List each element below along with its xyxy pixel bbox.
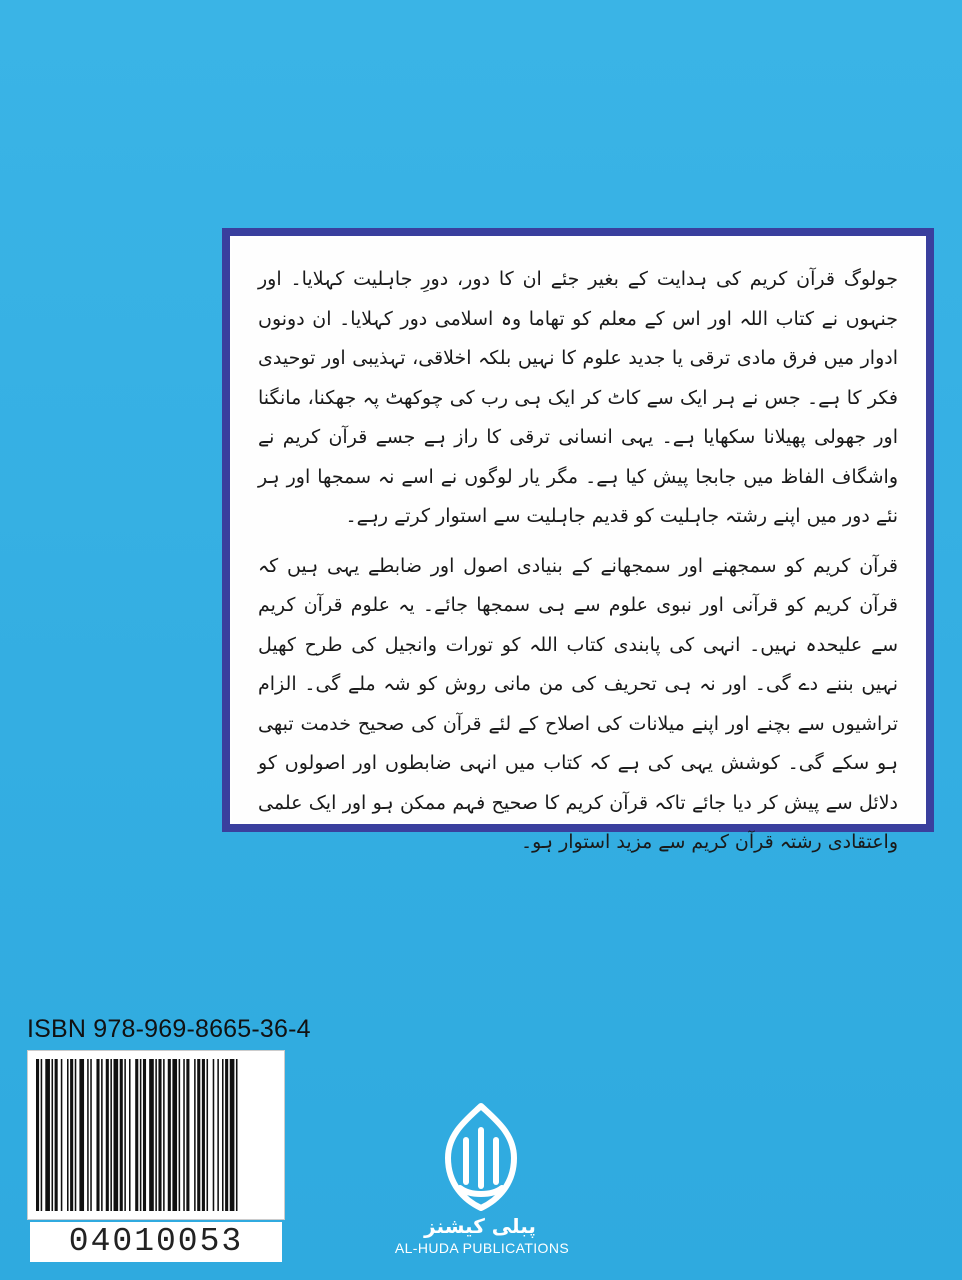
barcode-bar	[96, 1059, 99, 1211]
barcode-bar	[143, 1059, 146, 1211]
barcode-bar	[52, 1059, 54, 1211]
barcode-bar	[155, 1059, 157, 1211]
barcode-bar	[36, 1059, 39, 1211]
barcode-bar	[168, 1059, 171, 1211]
barcode-bar	[106, 1059, 109, 1211]
barcode-bar	[197, 1059, 200, 1211]
barcode-bar	[41, 1059, 43, 1211]
publisher-name-urdu: پبلی کیشنز	[424, 1214, 536, 1238]
barcode-bar	[186, 1059, 189, 1211]
blurb-frame	[222, 228, 934, 853]
blurb-paragraph-1: جولوگ قرآن کریم کی ہدایت کے بغیر جئے ان کا دور، دورِ جاہلیت کہلایا۔ اور جنہوں نے کتاب اللہ اور اس کے معلم کو تھاما وہ اسلامی دور کہلایا۔ ان دونوں ادوار میں فرق مادی ترقی یا جدید علوم کا نہیں بلکہ اخلاقی، تہذیبی اور توحیدی فکر کا ہے۔ جس نے ہر ایک سے کاٹ کر ایک ہی رب کی چوکھٹ پہ جھکنا، مانگنا اور جھولی پھیلانا سکھایا ہے۔ یہی انسانی ترقی کا راز ہے جسے قرآن کریم نے واشگاف الفاظ میں جابجا پیش کیا ہے۔ مگر یار لوگوں نے اسے نہ سمجھا اور ہر نئے دور میں اپنے رشتہ جاہلیت کو قدیم جاہلیت سے استوار کرتے رہے۔	[258, 268, 898, 527]
barcode-bar	[70, 1059, 73, 1211]
barcode-bar	[55, 1059, 58, 1211]
barcode-bar	[140, 1059, 142, 1211]
al-huda-logo-icon	[426, 1100, 536, 1224]
barcode-bar	[67, 1059, 69, 1211]
barcode-bar	[120, 1059, 123, 1211]
barcode-bar	[90, 1059, 92, 1211]
barcode-bar	[183, 1059, 185, 1211]
barcode-bar	[236, 1059, 238, 1211]
isbn-label: ISBN 978-969-8665-36-4	[27, 1015, 311, 1043]
barcode-number: 04010053	[30, 1222, 282, 1262]
barcode-bar	[45, 1059, 50, 1211]
barcode-bar	[230, 1059, 235, 1211]
barcode-bar	[114, 1059, 119, 1211]
barcode-bar	[135, 1059, 138, 1211]
barcode-bar	[61, 1059, 63, 1211]
barcode-bar	[222, 1059, 224, 1211]
barcode-bars	[28, 1051, 284, 1219]
barcode-bar	[194, 1059, 196, 1211]
barcode-bar	[207, 1059, 209, 1211]
barcode-bar	[213, 1059, 215, 1211]
barcode-bar	[217, 1059, 219, 1211]
barcode-bar	[225, 1059, 228, 1211]
barcode-bar	[149, 1059, 154, 1211]
barcode-bar	[79, 1059, 84, 1211]
blurb-paragraph-2: قرآن کریم کو سمجھنے اور سمجھانے کے بنیادی اصول اور ضابطے یہی ہیں کہ قرآن کریم کو قرآنی اور نبوی علوم سے ہی سمجھا جائے۔ یہ علوم قرآن کریم سے علیحدہ نہیں۔ انہی کی پابندی کتاب اللہ کو تورات وانجیل کی طرح کھیل نہیں بننے دے گی۔ اور نہ ہی تحریف کی من مانی روش کو شہ ملے گی۔ الزام تراشیوں سے بچنے اور اپنے میلانات کی اصلاح کے لئے قرآن کی صحیح خدمت تبھی ہو سکے گی۔ کوشش یہی کی ہے کہ کتاب میں انہی ضابطوں اور اصولوں کو دلائل سے پیش کر دیا جائے تاکہ قرآن کریم کا صحیح فہم ممکن ہو اور ایک علمی واعتقادی رشتہ قرآن کریم سے مزید استوار ہو۔	[258, 554, 898, 853]
barcode-bar	[158, 1059, 161, 1211]
barcode-bar	[163, 1059, 165, 1211]
barcode-bar	[129, 1059, 131, 1211]
barcode-bar	[110, 1059, 112, 1211]
barcode-bar	[75, 1059, 77, 1211]
isbn-barcode	[27, 1050, 285, 1220]
barcode-bar	[124, 1059, 126, 1211]
barcode-bar	[87, 1059, 89, 1211]
barcode-bar	[202, 1059, 205, 1211]
barcode-bar	[101, 1059, 103, 1211]
publisher-name-english: AL-HUDA PUBLICATIONS	[394, 1240, 570, 1256]
blurb-panel	[230, 236, 926, 853]
barcode-bar	[172, 1059, 177, 1211]
barcode-bar	[179, 1059, 181, 1211]
